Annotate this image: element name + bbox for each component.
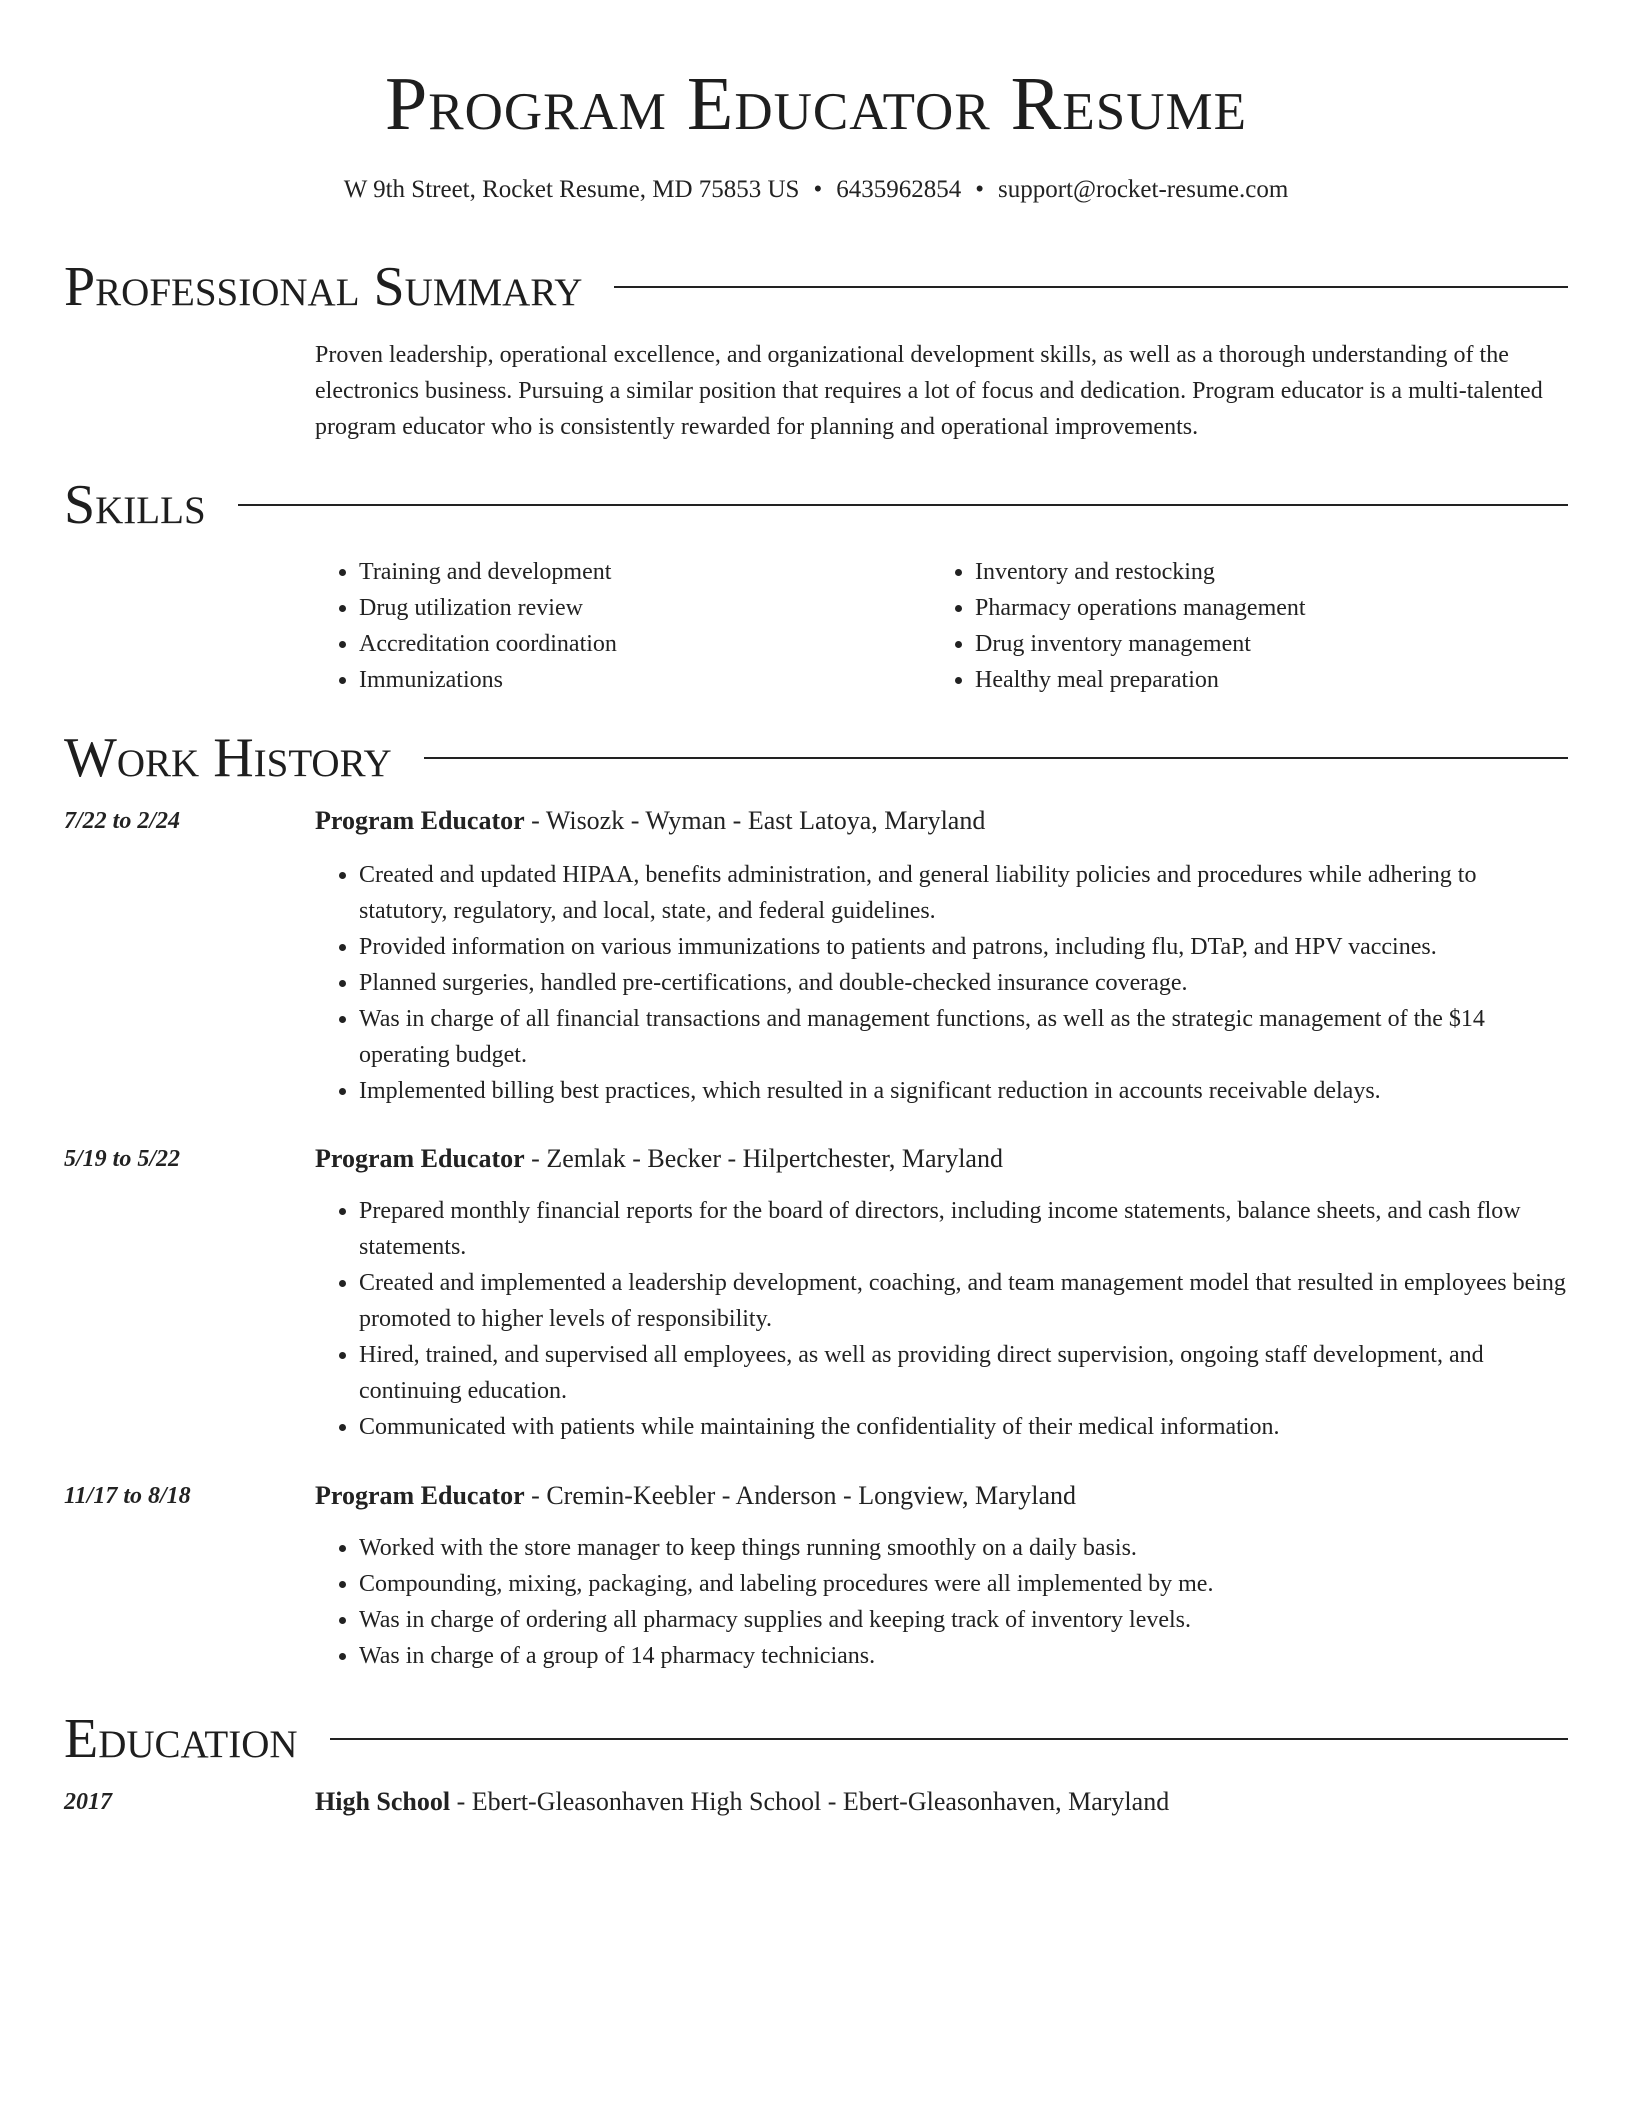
section-divider	[614, 286, 1568, 288]
job-bullet: • Worked with the store manager to keep things running smoothly on a daily basis.	[359, 1530, 1568, 1566]
job-bullet: • Was in charge of a group of 14 pharmacy technicians.	[359, 1638, 1568, 1674]
skills-column-left	[315, 554, 931, 698]
job-details: - Wisozk - Wyman - East Latoya, Maryland	[524, 806, 986, 835]
job-bullet: • Compounding, mixing, packaging, and labeling procedures were all implemented by me.	[359, 1566, 1568, 1602]
summary-heading: Professional Summary	[64, 256, 583, 318]
contact-address: W 9th Street, Rocket Resume, MD 75853 US	[343, 176, 800, 203]
education-heading-line	[315, 1784, 1568, 1820]
contact-phone: 6435962854	[836, 176, 962, 203]
skill-item: • Drug utilization review	[359, 590, 931, 626]
education-heading: Education	[64, 1708, 298, 1770]
page-title: Program Educator Resume	[384, 62, 1247, 146]
job-title: Program Educator	[315, 1144, 525, 1173]
job-bullet: • Prepared monthly financial reports for the board of directors, including income statements, balance sheets, and cash flow statements.	[359, 1193, 1568, 1265]
section-divider	[238, 504, 1568, 506]
job-bullets	[315, 857, 1568, 1109]
job-details: - Cremin-Keebler - Anderson - Longview, Maryland	[524, 1481, 1077, 1510]
job-dates: 11/17 to 8/18	[64, 1483, 191, 1509]
job-title: Program Educator	[315, 1481, 525, 1510]
contact-separator: •	[813, 176, 823, 203]
skill-item: • Immunizations	[359, 662, 931, 698]
job-heading	[315, 1141, 1568, 1177]
job-bullet: • Communicated with patients while maintaining the confidentiality of their medical information.	[359, 1409, 1568, 1445]
job-bullet: • Created and updated HIPAA, benefits administration, and general liability policies and procedures while adhering to statutory, regulatory, and local, state, and federal guidelines.	[359, 857, 1568, 929]
job-heading	[315, 803, 1568, 839]
job-bullet: • Hired, trained, and supervised all employees, as well as providing direct supervision, ongoing staff development, and continuing education.	[359, 1337, 1568, 1409]
work-section-header	[64, 723, 1568, 793]
job-bullet: • Was in charge of ordering all pharmacy supplies and keeping track of inventory levels.	[359, 1602, 1568, 1638]
education-details: - Ebert-Gleasonhaven High School - Ebert-Gleasonhaven, Maryland	[450, 1787, 1170, 1816]
skill-item: • Training and development	[359, 554, 931, 590]
job-bullets	[315, 1530, 1568, 1674]
contact-line	[64, 172, 1568, 208]
skill-item: • Healthy meal preparation	[975, 662, 1547, 698]
job-bullet: • Provided information on various immunizations to patients and patrons, including flu, DTaP, and HPV vaccines.	[359, 929, 1568, 965]
education-degree: High School	[315, 1787, 451, 1816]
education-section-header	[64, 1704, 1568, 1774]
job-bullet: • Created and implemented a leadership development, coaching, and team management model that resulted in employees being promoted to higher levels of responsibility.	[359, 1265, 1568, 1337]
job-title: Program Educator	[315, 806, 525, 835]
job-dates: 7/22 to 2/24	[64, 808, 181, 834]
job-dates: 5/19 to 5/22	[64, 1146, 181, 1172]
job-bullets	[315, 1193, 1568, 1445]
skills-section-header	[64, 470, 1568, 540]
skills-column-right	[931, 554, 1547, 698]
section-divider	[424, 757, 1568, 759]
work-heading: Work History	[64, 727, 392, 789]
skills-list	[315, 554, 1568, 698]
job-heading	[315, 1478, 1568, 1514]
skills-heading: Skills	[64, 474, 206, 536]
job-bullet: • Implemented billing best practices, which resulted in a significant reduction in accounts receivable delays.	[359, 1073, 1568, 1109]
education-year: 2017	[64, 1789, 112, 1815]
skill-item: • Accreditation coordination	[359, 626, 931, 662]
section-divider	[330, 1738, 1568, 1740]
job-bullet: • Was in charge of all financial transactions and management functions, as well as the strategic management of the $14 operating budget.	[359, 1001, 1568, 1073]
contact-separator: •	[975, 176, 984, 203]
job-bullet: • Planned surgeries, handled pre-certifications, and double-checked insurance coverage.	[359, 965, 1568, 1001]
contact-email: support@rocket-resume.com	[997, 176, 1289, 203]
job-details: - Zemlak - Becker - Hilpertchester, Maryland	[524, 1144, 1003, 1173]
skill-item: • Inventory and restocking	[975, 554, 1547, 590]
summary-section-header	[64, 252, 1568, 322]
skill-item: • Drug inventory management	[975, 626, 1547, 662]
summary-text: Proven leadership, operational excellence, and organizational development skills, as well as a thorough understanding of the electronics business. Pursuing a similar position that requires a lot of focus and dedication. Program educator is a multi-talented program educator who is consistently rewarded for planning and operational improvements.	[315, 342, 1543, 440]
skill-item: • Pharmacy operations management	[975, 590, 1547, 626]
